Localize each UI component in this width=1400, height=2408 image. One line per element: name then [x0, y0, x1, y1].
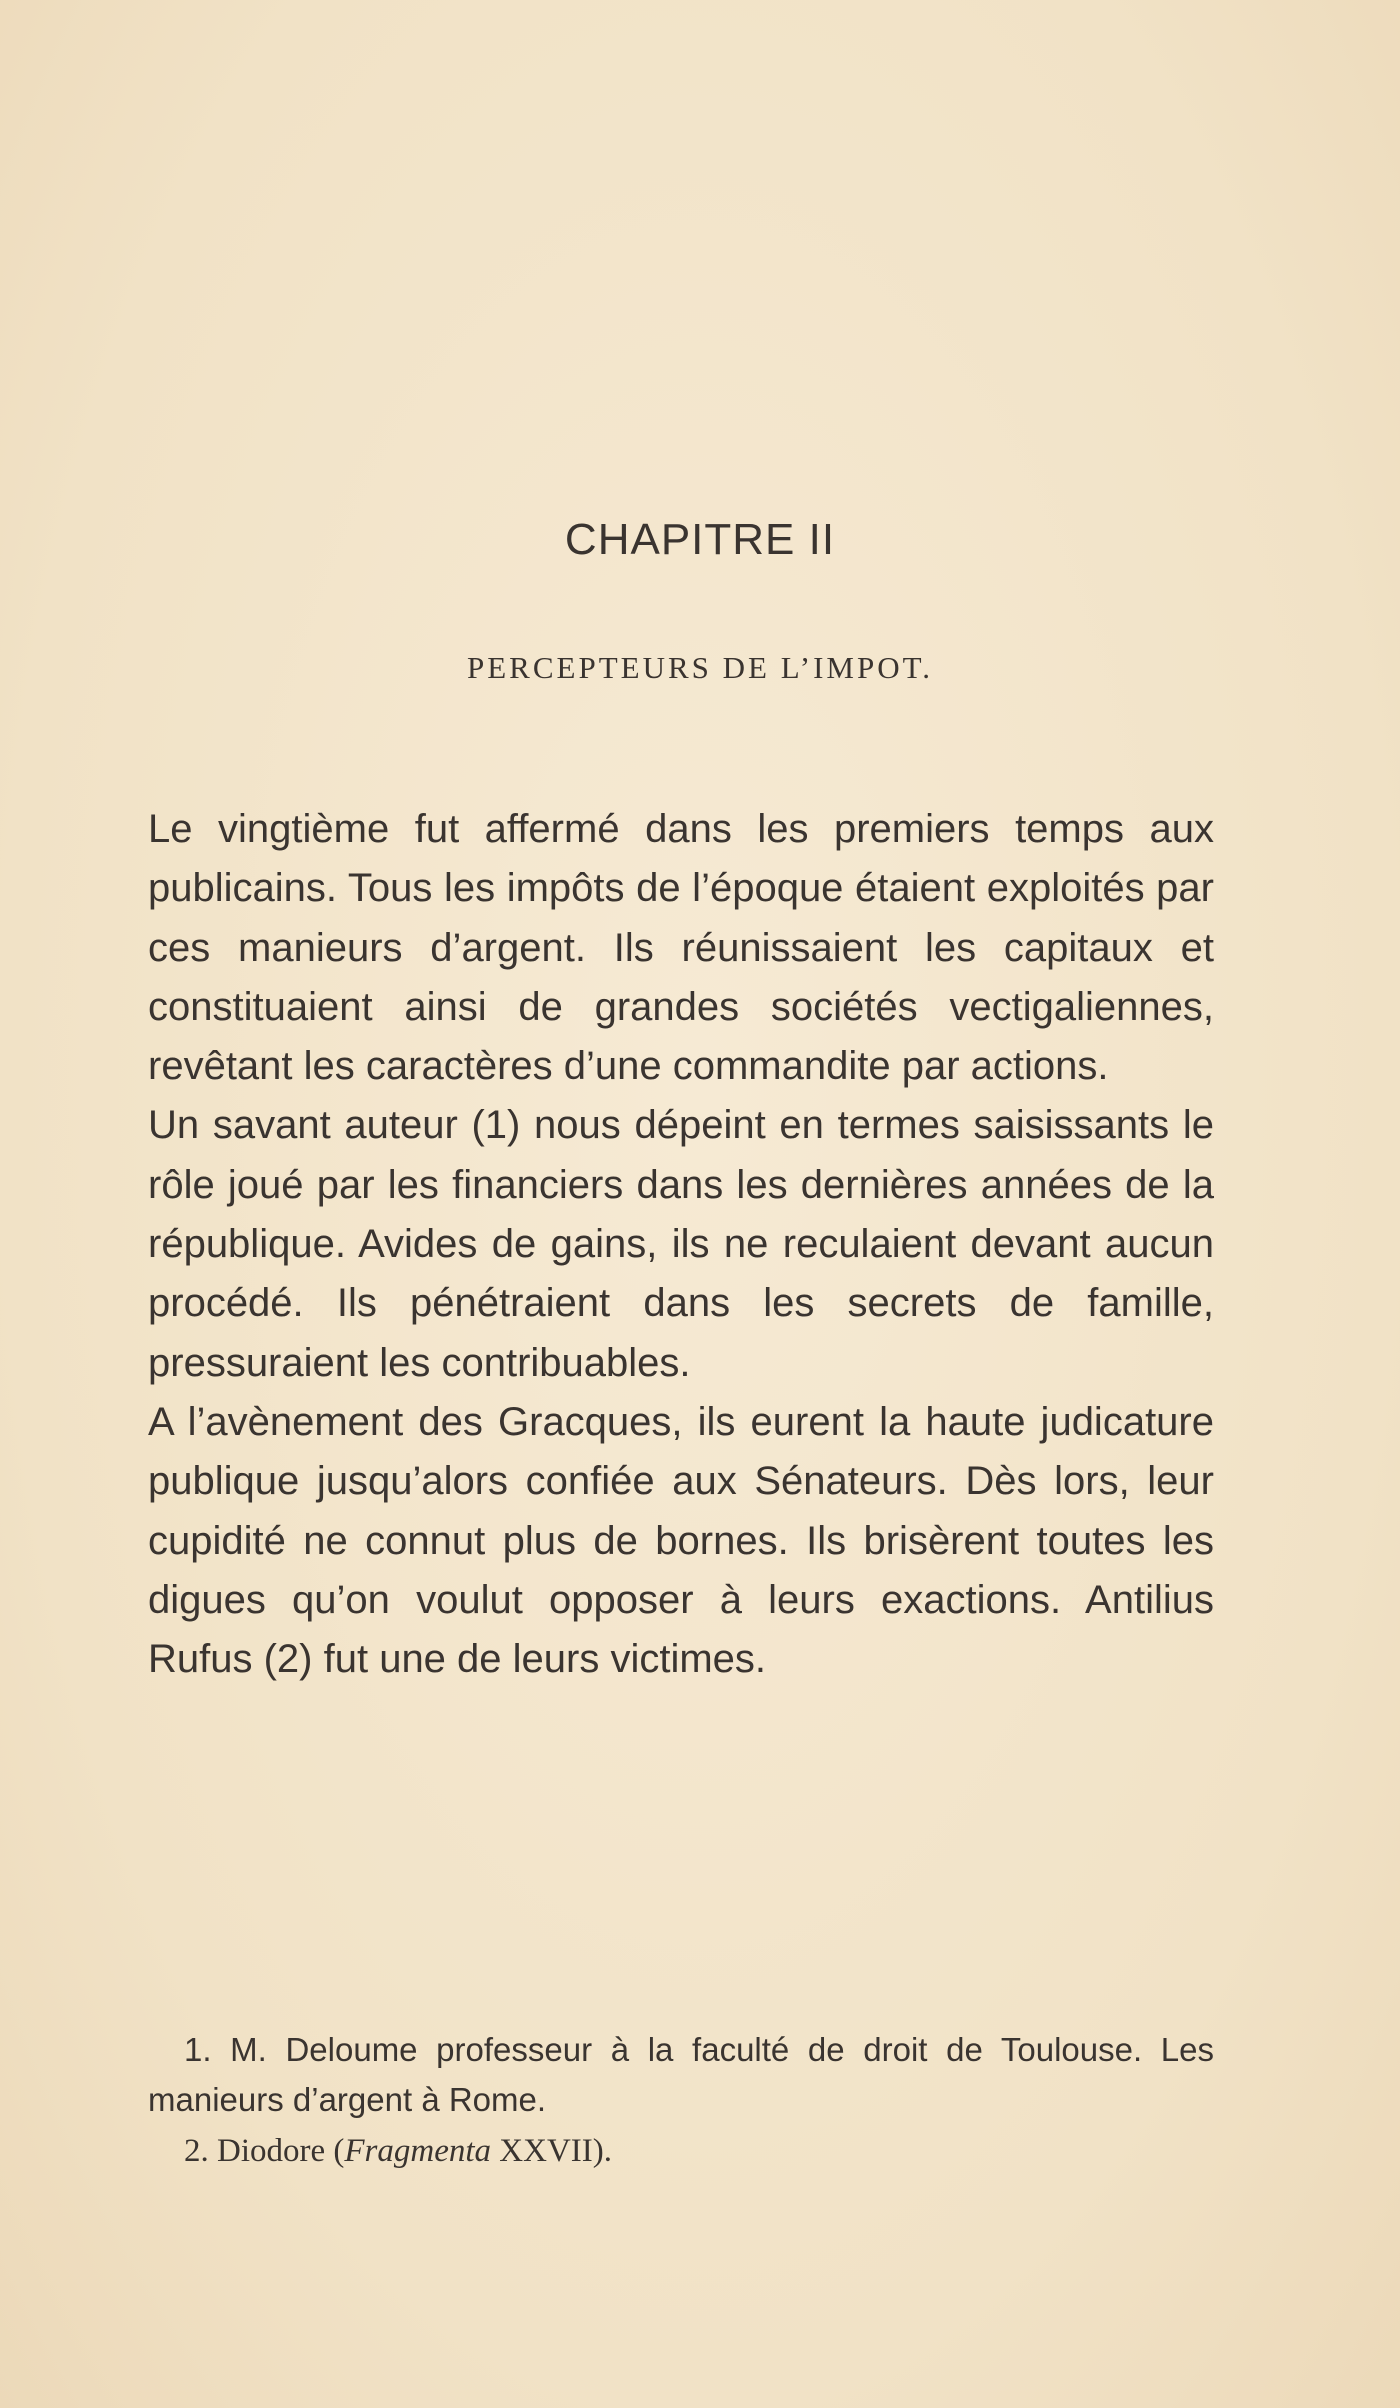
paragraph-1: Le vingtième fut affermé dans les premiers temps aux publicains. Tous les impôts de l’époque étaient exploités par ces manieurs d’argent. Ils réunissaient les capitaux et constituaient ainsi de grandes sociétés vectigaliennes, revêtant les caractères d’une commandite par actions.	[148, 807, 1214, 1089]
paragraph-2: Un savant auteur (1) nous dépeint en termes saisissants le rôle joué par les financiers dans les dernières années de la république. Avides de gains, ils ne reculaient devant aucun procédé. Ils pénétraient dans les secrets de famille, pressuraient les contribuables.	[148, 1103, 1214, 1385]
paragraph-3: A l’avènement des Gracques, ils eurent la haute judicature publique jusqu’alors confiée aux Sénateurs. Dès lors, leur cupidité ne connut plus de bornes. Ils brisèrent toutes les digues qu’on voulut opposer à leurs exactions. Antilius Rufus (2) fut une de leurs victimes.	[148, 1399, 1214, 1682]
footnote-2-work: Fragmenta	[344, 2133, 492, 2169]
footnote-2-prefix: 2. Diodore (	[184, 2133, 345, 2169]
body-text	[148, 800, 1214, 1689]
chapter-subtitle: PERCEPTEURS DE L’IMPOT.	[466, 650, 934, 685]
footnote-2-suffix: XXVII).	[491, 2133, 613, 2169]
footnote-1: 1. M. Deloume professeur à la faculté de droit de Toulouse. Les manieurs d’argent à Rome.	[148, 2031, 1214, 2118]
footnote-2	[148, 2125, 1214, 2176]
chapter-title: CHAPITRE II	[564, 515, 836, 564]
footnotes	[148, 2025, 1214, 2176]
